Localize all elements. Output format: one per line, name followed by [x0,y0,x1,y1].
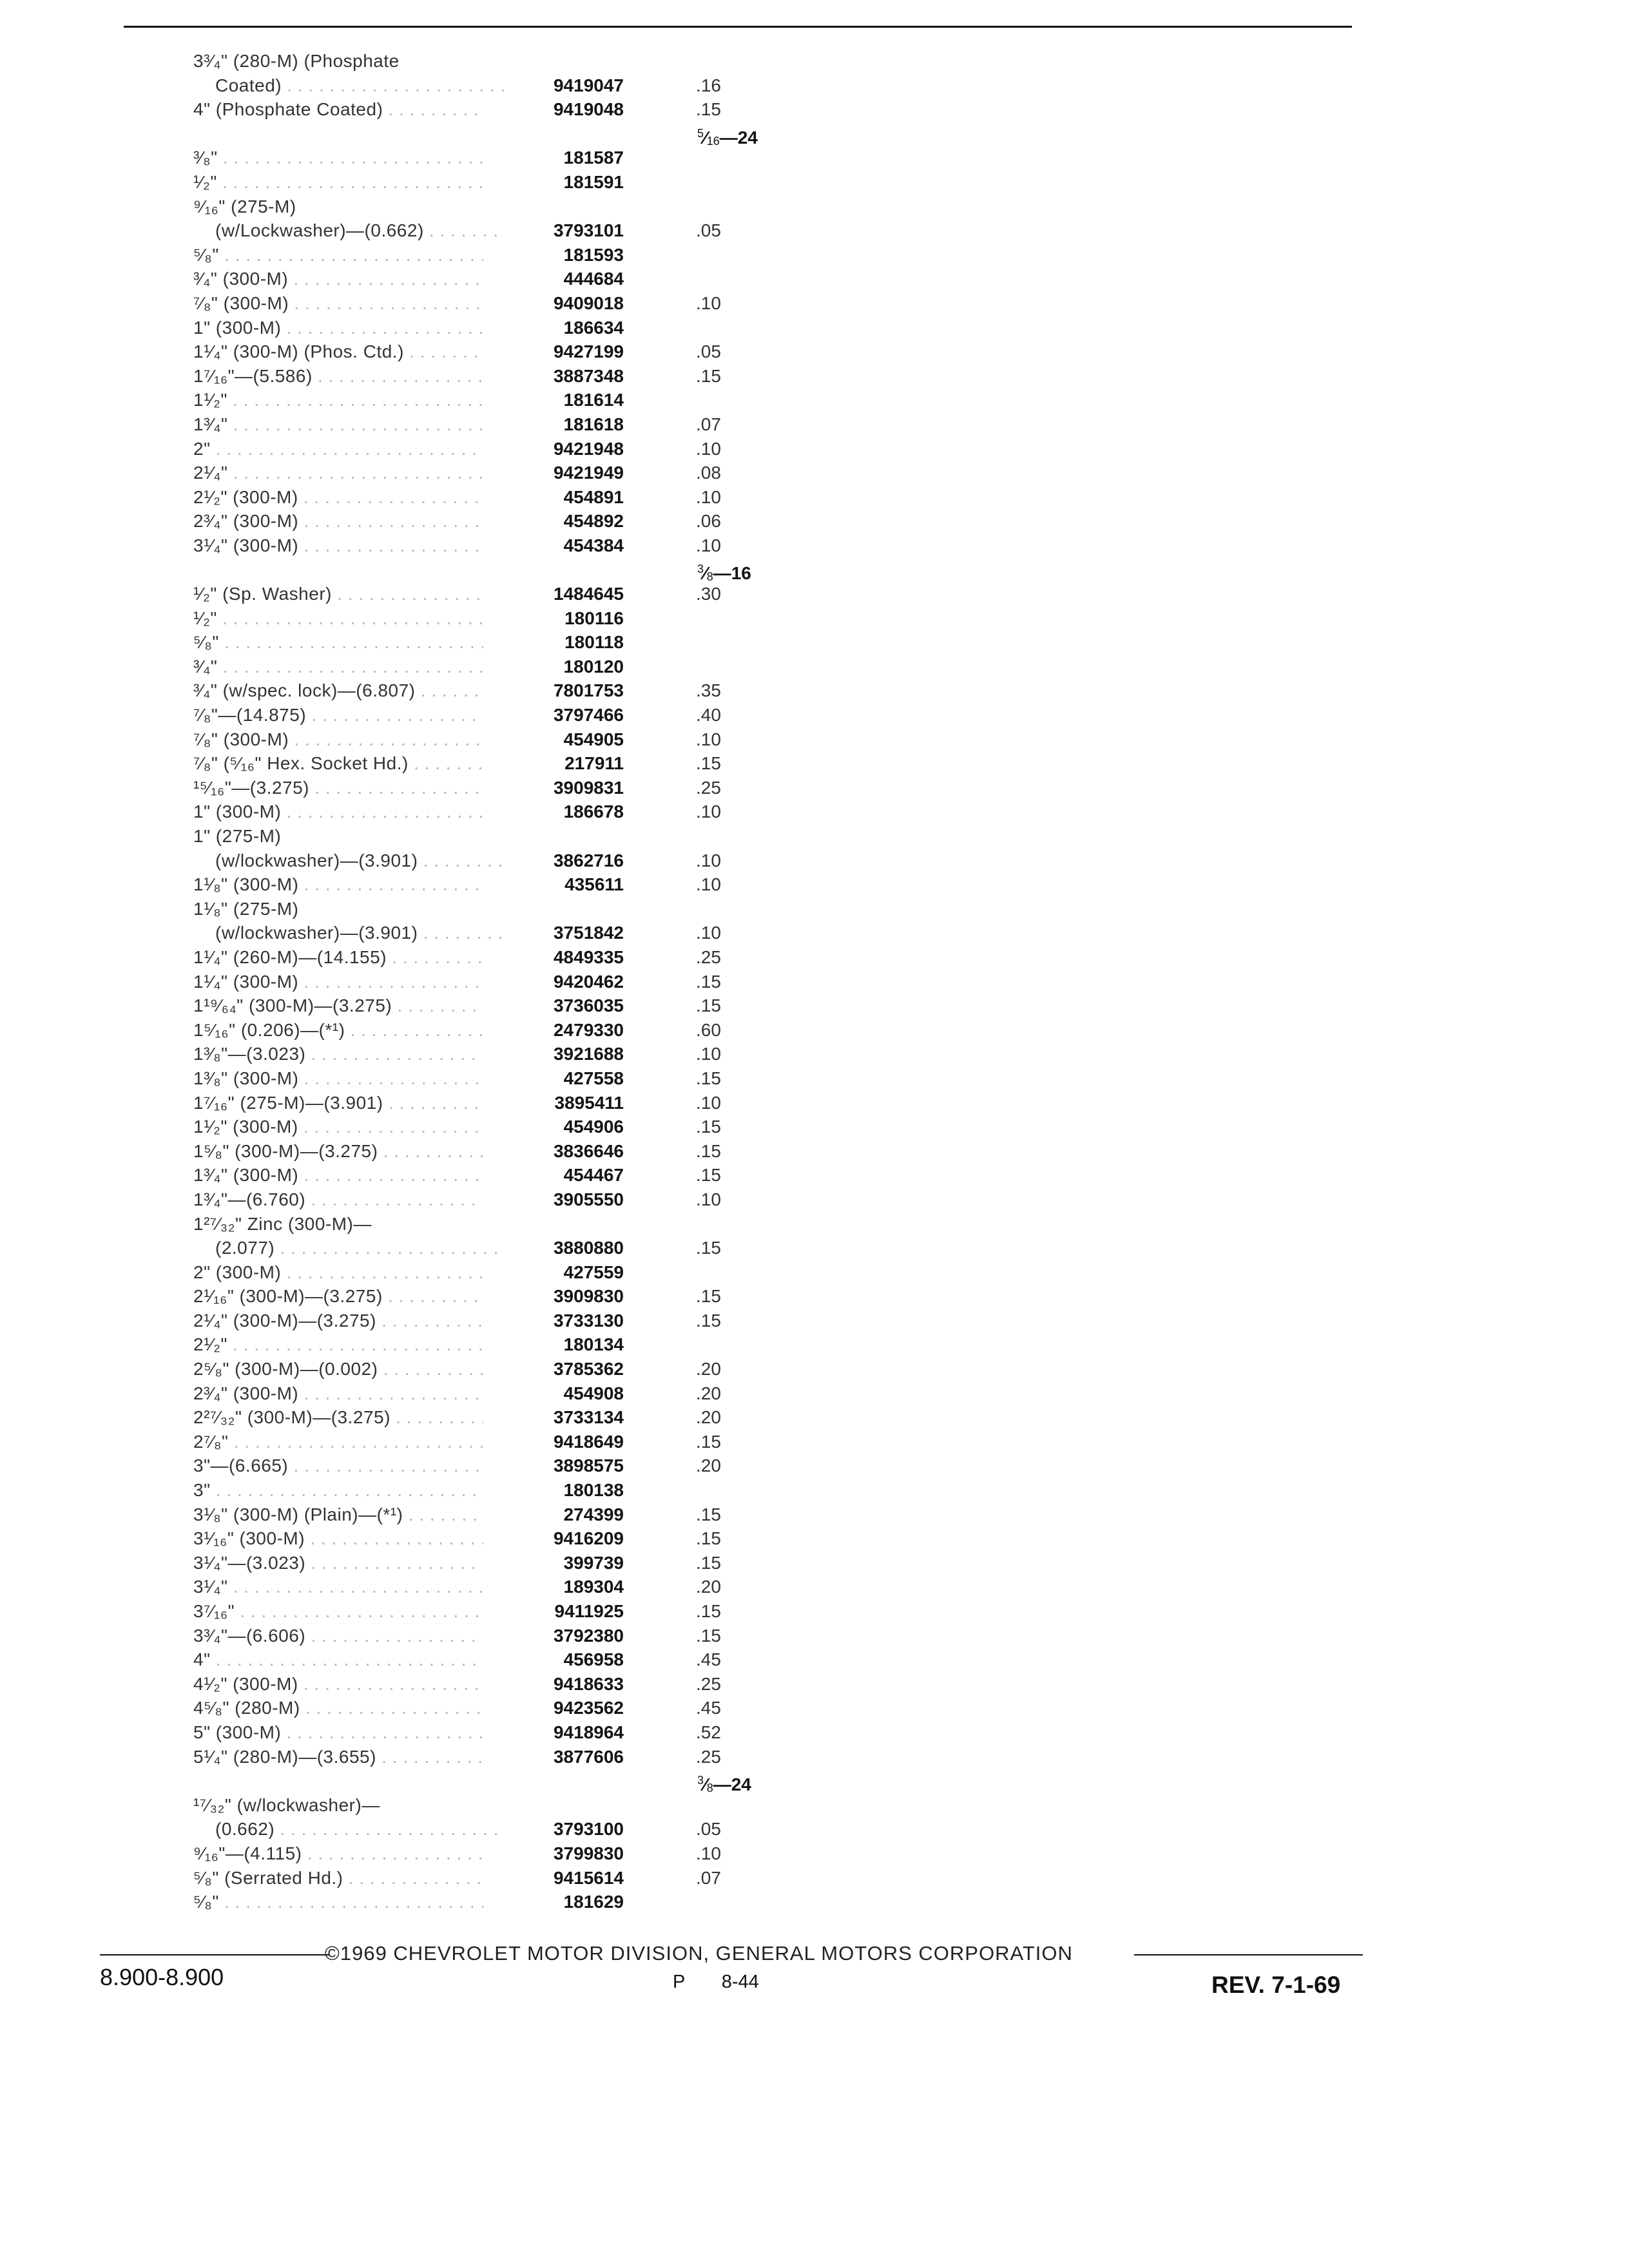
part-description: ³⁄₄" (300-M) . . . [193,267,483,291]
part-number: 3836646 [553,1140,624,1161]
part-number: 9418964 [553,1722,624,1742]
part-description: 3³⁄₄" (280-M) (Phosphate [193,51,400,71]
part-price: .15 [696,1528,721,1549]
part-price: .07 [696,414,721,434]
part-description: 1" (300-M) . . . [193,316,483,340]
part-description: 4" (Phosphate Coated) . . . [193,97,483,122]
part-description: 4⁵⁄₈" (280-M) . . . [193,1696,483,1720]
part-price: .15 [696,995,721,1016]
parts-list [193,49,941,1914]
part-price: .08 [696,463,721,483]
part-row [193,485,941,510]
footer-rule-right [1134,1954,1363,1956]
part-description: 1³⁄₄" (300-M) . . . [193,1163,483,1187]
part-row [193,1381,941,1406]
part-price: .35 [696,680,721,701]
part-price: .20 [696,1407,721,1428]
page-prefix: P [673,1972,686,1992]
part-number: 3909831 [553,777,624,798]
part-number: 9420462 [553,971,624,992]
part-price: .10 [696,293,721,313]
part-description: ¹⁷⁄₃₂" (w/lockwasher)— [193,1794,380,1815]
part-description: ⁷⁄₈" (⁵⁄₁₆" Hex. Socket Hd.) . . . [193,751,483,776]
part-description: 1³⁄₈" (300-M) . . . [193,1066,483,1091]
part-price: .16 [696,75,721,95]
thread-tpi: —24 [713,1774,751,1795]
part-row [193,1526,941,1551]
part-description: 1¹⁄₄" (300-M) (Phos. Ctd.) . . . [193,340,483,364]
thread-numerator: 3 [697,562,704,576]
part-price: .25 [696,777,721,798]
part-description: 1" (300-M) . . . [193,800,483,824]
part-row [193,1696,941,1720]
part-price: .15 [696,753,721,774]
part-price: .15 [696,1140,721,1161]
thread-size-heading [193,1769,941,1793]
part-description: 3" . . . [193,1478,483,1503]
part-row [193,849,941,873]
part-number: 9418649 [553,1431,624,1452]
part-price: .15 [696,1165,721,1186]
part-number: 9419047 [553,75,624,95]
part-price: .05 [696,220,721,241]
part-row [193,994,941,1018]
part-price: .20 [696,1456,721,1476]
part-number: 3905550 [553,1189,624,1209]
part-number: 454891 [563,486,624,507]
part-description: 2⁵⁄₈" (300-M)—(0.002) . . . [193,1357,483,1381]
part-description: ¹⁄₂" . . . [193,606,483,631]
part-number: 427558 [563,1068,624,1088]
part-description: 1⁵⁄₁₆" (0.206)—(*¹) . . . [193,1018,483,1043]
part-row [193,97,941,122]
part-description: 1" (275-M) [193,826,282,846]
part-price: .10 [696,850,721,870]
part-number: 427559 [563,1262,624,1282]
part-row [193,1841,941,1866]
part-row [193,1575,941,1599]
part-number: 189304 [563,1577,624,1597]
page-number [673,1972,759,1993]
thread-numerator: 5 [697,126,704,140]
part-number: 181614 [563,390,624,410]
part-description: ¹⁵⁄₁₆"—(3.275) . . . [193,776,483,800]
part-description: 2" (300-M) . . . [193,1260,483,1285]
part-description: 3⁷⁄₁₆" . . . [193,1599,483,1624]
part-row [193,412,941,437]
part-price: .30 [696,584,721,604]
revision-date: REV. 7-1-69 [1211,1972,1341,1998]
part-description: 1¹⁹⁄₆₄" (300-M)—(3.275) . . . [193,994,483,1018]
part-number: 181629 [563,1892,624,1912]
part-row [193,1284,941,1309]
part-description: 5" (300-M) . . . [193,1720,483,1745]
part-row [193,461,941,485]
part-description: 3"—(6.665) . . . [193,1454,483,1478]
part-price: .15 [696,971,721,992]
part-description: 2¹⁄₂" . . . [193,1332,483,1357]
part-description: 1⁷⁄₁₆"—(5.586) . . . [193,364,483,389]
part-number: 9416209 [553,1528,624,1549]
part-row [193,1115,941,1139]
part-row [193,73,941,98]
part-row [193,1357,941,1381]
part-description: 2⁷⁄₈" . . . [193,1430,483,1454]
top-rule [124,26,1352,28]
fraction-slash: ⁄ [704,563,707,584]
part-description: ⁹⁄₁₆" (275-M) [193,196,296,216]
part-description: ⁵⁄₈" . . . [193,630,483,655]
part-number: 9415614 [553,1867,624,1888]
part-number: 3733130 [553,1310,624,1331]
part-number: 454892 [563,511,624,532]
part-description: ⁷⁄₈" (300-M) . . . [193,291,483,316]
part-number: 3751842 [553,923,624,943]
part-number: 9421949 [553,463,624,483]
part-price: .20 [696,1359,721,1379]
part-row [193,970,941,994]
part-price: .20 [696,1577,721,1597]
part-number: 180116 [564,608,624,628]
page-num: 8-44 [721,1972,759,1992]
section-number: 8.900-8.900 [100,1964,224,1990]
part-description: ¹⁄₂" (Sp. Washer) . . . [193,582,483,606]
part-row [193,1503,941,1527]
thread-denominator: 8 [706,1782,713,1795]
part-price: .25 [696,1673,721,1694]
part-number: 454384 [563,535,624,555]
thread-numerator: 3 [697,1774,704,1787]
part-row [193,49,941,73]
part-price: .15 [696,1625,721,1646]
part-price: .06 [696,511,721,532]
part-price: .15 [696,1286,721,1307]
part-row [193,267,941,291]
part-price: .52 [696,1722,721,1742]
part-price: .15 [696,1310,721,1331]
part-description: 1¹⁄₄" (260-M)—(14.155) . . . [193,945,483,970]
part-price: .10 [696,1092,721,1113]
part-row [193,727,941,752]
footer-rule-left [100,1954,329,1956]
part-row [193,872,941,897]
part-price: .20 [696,1383,721,1403]
part-number: 435611 [564,874,624,895]
part-row [193,897,941,921]
part-row [193,388,941,412]
part-row [193,1236,941,1260]
part-price: .15 [696,1504,721,1524]
part-row [193,630,941,655]
part-row [193,921,941,945]
part-price: .07 [696,1867,721,1888]
part-row [193,824,941,849]
part-description: 1¹⁄₈" (275-M) [193,898,299,919]
part-number: 181593 [563,244,624,265]
thread-size-heading [193,122,941,146]
part-row [193,291,941,316]
part-row [193,1018,941,1043]
part-price: .15 [696,1431,721,1452]
part-description: ³⁄₄" (w/spec. lock)—(6.807) . . . [193,678,483,703]
part-number: 3793101 [553,220,624,241]
part-row [193,800,941,824]
part-description: 3¹⁄₁₆" (300-M) . . . [193,1526,483,1551]
part-row [193,1624,941,1648]
part-row [193,1187,941,1212]
part-number: 454908 [563,1383,624,1403]
part-description: 4" . . . [193,1648,483,1672]
part-description: ¹⁄₂" . . . [193,170,483,195]
part-row [193,533,941,558]
part-price: .60 [696,1019,721,1040]
part-number: 3921688 [553,1044,624,1064]
part-number: 3792380 [553,1625,624,1646]
part-price: .10 [696,438,721,459]
thread-tpi: —16 [713,563,751,584]
part-row [193,678,941,703]
part-description: ³⁄₄" . . . [193,655,483,679]
part-price: .15 [696,1601,721,1621]
part-number: 9427199 [553,341,624,362]
part-row [193,1817,941,1841]
part-number: 3733134 [553,1407,624,1428]
part-description: 2¹⁄₂" (300-M) . . . [193,485,483,510]
part-description: 3¹⁄₄" . . . [193,1575,483,1599]
part-number: 217911 [564,753,624,774]
part-number: 274399 [563,1504,624,1524]
part-number: 9418633 [553,1673,624,1694]
part-price: .10 [696,923,721,943]
part-price: .05 [696,1819,721,1840]
part-row [193,1720,941,1745]
part-row [193,1260,941,1285]
part-number: 4849335 [553,947,624,967]
part-row [193,146,941,170]
part-price: .15 [696,365,721,386]
part-price: .10 [696,802,721,822]
part-row [193,340,941,364]
part-description: 3¹⁄₈" (300-M) (Plain)—(*¹) . . . [193,1503,483,1527]
part-description: 2¹⁄₁₆" (300-M)—(3.275) . . . [193,1284,483,1309]
part-row [193,1478,941,1503]
part-row [193,1332,941,1357]
part-number: 180118 [564,632,624,653]
part-row [193,703,941,727]
part-number: 1484645 [553,584,624,604]
part-row [193,1599,941,1624]
part-description: ⁵⁄₈" (Serrated Hd.) . . . [193,1866,483,1890]
part-number: 454905 [563,729,624,749]
part-price: .25 [696,947,721,967]
part-number: 181591 [563,171,624,192]
part-number: 456958 [563,1649,624,1670]
part-number: 399739 [563,1552,624,1573]
part-row [193,1430,941,1454]
part-row [193,945,941,970]
thread-size-heading [193,557,941,582]
part-price: .10 [696,1843,721,1863]
part-description: 1²⁷⁄₃₂" Zinc (300-M)— [193,1213,372,1234]
part-row [193,1793,941,1818]
part-description: 3¹⁄₄"—(3.023) . . . [193,1551,483,1575]
thread-denominator: 8 [706,570,713,584]
part-number: 3862716 [553,850,624,870]
part-description: 2¹⁄₄" (300-M)—(3.275) . . . [193,1309,483,1333]
part-row [193,1091,941,1115]
part-number: 181587 [563,148,624,168]
part-number: 7801753 [553,680,624,701]
part-row [193,1139,941,1164]
part-number: 186678 [563,802,624,822]
fraction-slash: ⁄ [704,1774,707,1795]
part-row [193,437,941,461]
part-row [193,776,941,800]
part-number: 444684 [563,269,624,289]
part-description: 2³⁄₄" (300-M) . . . [193,1381,483,1406]
part-row [193,1745,941,1769]
part-row [193,1672,941,1696]
part-number: 186634 [563,317,624,338]
part-description: (0.662) . . . [215,1817,505,1841]
part-row [193,1866,941,1890]
part-price: .10 [696,1189,721,1209]
part-description: 4¹⁄₂" (300-M) . . . [193,1672,483,1696]
part-row [193,316,941,340]
part-description: ⁷⁄₈"—(14.875) . . . [193,703,483,727]
part-row [193,1551,941,1575]
part-row [193,1212,941,1236]
part-row [193,751,941,776]
part-number: 9411925 [554,1601,624,1621]
part-price: .15 [696,1238,721,1258]
part-number: 454467 [563,1165,624,1186]
part-number: 3877606 [553,1746,624,1767]
fraction-slash: ⁄ [704,127,707,148]
part-row [193,1454,941,1478]
part-number: 3895411 [554,1092,624,1113]
part-number: 2479330 [553,1019,624,1040]
part-description: ⁵⁄₈" . . . [193,243,483,267]
part-row [193,1309,941,1333]
part-description: (2.077) . . . [215,1236,505,1260]
part-row [193,1163,941,1187]
part-row [193,1405,941,1430]
part-row [193,1890,941,1914]
part-row [193,1066,941,1091]
part-description: 2³⁄₄" (300-M) . . . [193,509,483,533]
part-description: 1³⁄₈"—(3.023) . . . [193,1042,483,1066]
part-price: .10 [696,1044,721,1064]
part-description: 1¹⁄₄" (300-M) . . . [193,970,483,994]
part-row [193,170,941,195]
part-price: .15 [696,1068,721,1088]
part-number: 3887348 [553,365,624,386]
part-number: 180138 [563,1480,624,1501]
part-description: 5¹⁄₄" (280-M)—(3.655) . . . [193,1745,483,1769]
part-number: 180120 [563,656,624,677]
part-number: 181618 [563,414,624,434]
part-row [193,606,941,631]
part-price: .05 [696,341,721,362]
part-number: 3736035 [553,995,624,1016]
part-description: 2¹⁄₄" . . . [193,461,483,485]
part-number: 3898575 [553,1456,624,1476]
part-description: 1⁵⁄₈" (300-M)—(3.275) . . . [193,1139,483,1164]
part-price: .45 [696,1649,721,1670]
part-row [193,243,941,267]
part-row [193,218,941,243]
part-description: 1⁷⁄₁₆" (275-M)—(3.901) . . . [193,1091,483,1115]
part-number: 3880880 [553,1238,624,1258]
part-price: .45 [696,1698,721,1718]
part-price: .10 [696,535,721,555]
part-description: 3³⁄₄"—(6.606) . . . [193,1624,483,1648]
part-description: (w/lockwasher)—(3.901) . . . [215,921,505,945]
part-description: (w/lockwasher)—(3.901) . . . [215,849,505,873]
part-price: .10 [696,874,721,895]
part-description: 1¹⁄₂" . . . [193,388,483,412]
part-number: 3797466 [553,705,624,726]
part-row [193,195,941,219]
part-row [193,1648,941,1672]
part-row [193,582,941,606]
part-price: .15 [696,99,721,120]
part-description: (w/Lockwasher)—(0.662) . . . [215,218,505,243]
part-number: 3799830 [553,1843,624,1863]
part-row [193,655,941,679]
part-number: 9419048 [553,99,624,120]
part-number: 3909830 [553,1286,624,1307]
part-price: .15 [696,1552,721,1573]
part-description: ⁷⁄₈" (300-M) . . . [193,727,483,752]
part-row [193,1042,941,1066]
part-number: 3785362 [553,1359,624,1379]
part-price: .10 [696,729,721,749]
part-number: 9423562 [553,1698,624,1718]
part-price: .10 [696,486,721,507]
part-description: 3¹⁄₄" (300-M) . . . [193,533,483,558]
part-description: 1³⁄₄"—(6.760) . . . [193,1187,483,1212]
part-number: 454906 [563,1117,624,1137]
thread-tpi: —24 [719,127,758,148]
part-price: .15 [696,1117,721,1137]
part-number: 9421948 [553,438,624,459]
part-description: ⁵⁄₈" . . . [193,1890,483,1914]
thread-denominator: 16 [706,134,720,148]
part-number: 180134 [563,1334,624,1355]
part-description: ⁹⁄₁₆"—(4.115) . . . [193,1841,483,1866]
part-price: .40 [696,705,721,726]
part-description: 1¹⁄₂" (300-M) . . . [193,1115,483,1139]
part-description: ³⁄₈" . . . [193,146,483,170]
part-description: 2²⁷⁄₃₂" (300-M)—(3.275) . . . [193,1405,483,1430]
part-row [193,364,941,389]
part-number: 9409018 [553,293,624,313]
part-description: 1¹⁄₈" (300-M) . . . [193,872,483,897]
part-number: 3793100 [553,1819,624,1840]
part-row [193,509,941,533]
part-price: .25 [696,1746,721,1767]
part-description: Coated) . . . [215,73,505,98]
part-description: 2" . . . [193,437,483,461]
copyright-notice: ©1969 CHEVROLET MOTOR DIVISION, GENERAL MOTORS CORPORATION [325,1942,1073,1965]
part-description: 1³⁄₄" . . . [193,412,483,437]
